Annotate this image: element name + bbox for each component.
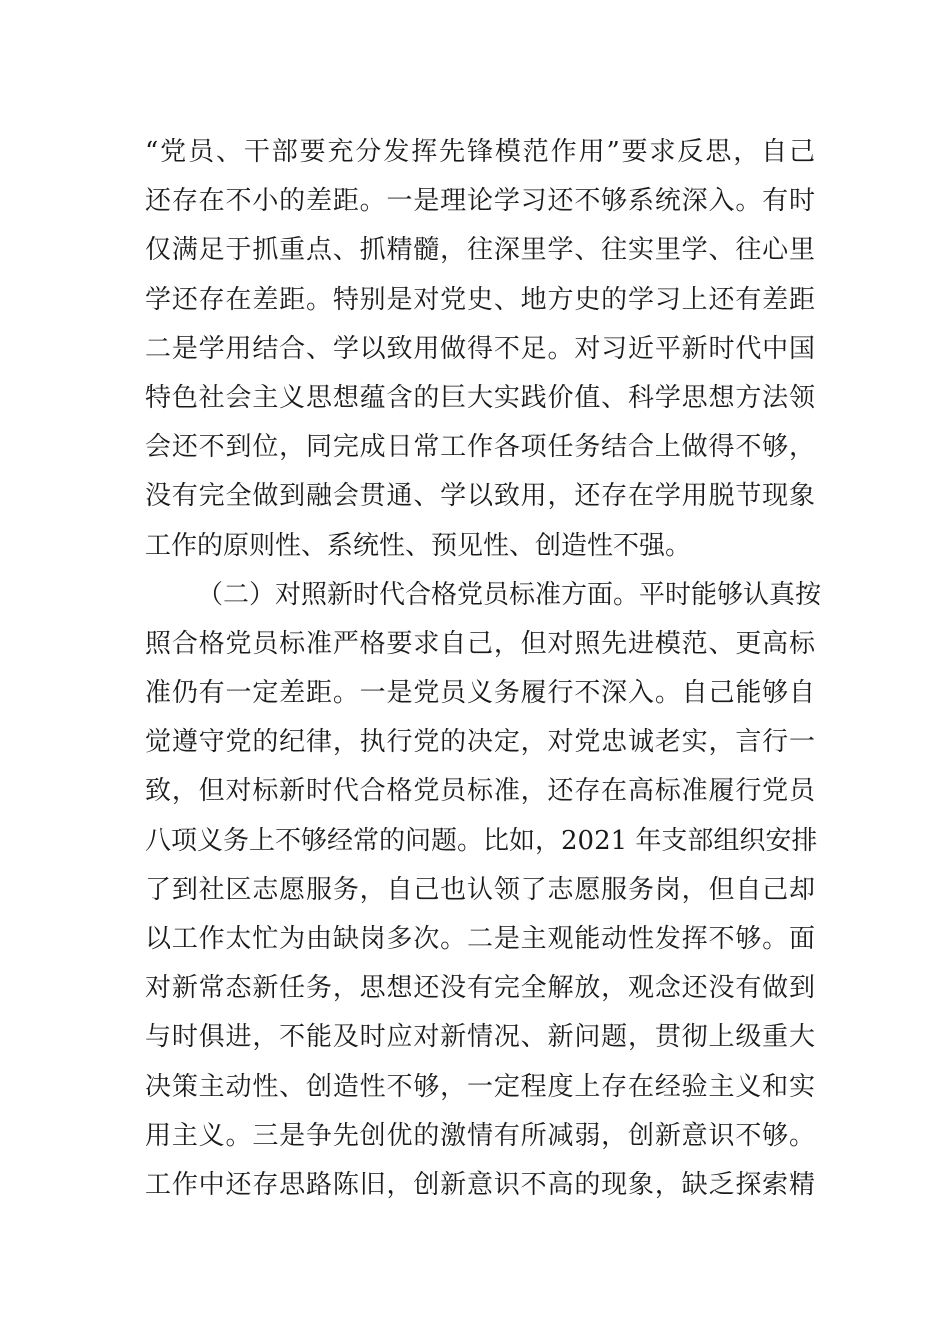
text-line: 决策主动性、创造性不够，一定程度上存在经验主义和实 — [145, 1071, 815, 1102]
section-heading-line: （二）对照新时代合格党员标准方面。平时能够认真按 — [197, 579, 822, 610]
text-line: 八项义务上不够经常的问题。比如，2021 年支部组织安排 — [145, 825, 818, 856]
text-line: 没有完全做到融会贯通、学以致用，还存在学用脱节现象 — [145, 481, 815, 512]
text-line: 二是学用结合、学以致用做得不足。对习近平新时代中国 — [145, 333, 815, 364]
text-line: 特色社会主义思想蕴含的巨大实践价值、科学思想方法领 — [145, 382, 815, 413]
text-line: 会还不到位，同完成日常工作各项任务结合上做得不够， — [145, 432, 815, 463]
text-line: 准仍有一定差距。一是党员义务履行不深入。自己能够自 — [145, 678, 815, 709]
text-line: 还存在不小的差距。一是理论学习还不够系统深入。有时 — [145, 186, 815, 217]
text-line: 工作中还存思路陈旧，创新意识不高的现象，缺乏探索精 — [145, 1169, 815, 1200]
text-line: 与时俱进，不能及时应对新情况、新问题，贯彻上级重大 — [145, 1022, 815, 1053]
text-line: “党员、干部要充分发挥先锋模范作用”要求反思，自己 — [145, 137, 815, 167]
text-line: 了到社区志愿服务，自己也认领了志愿服务岗，但自己却 — [145, 874, 815, 905]
text-line: 致，但对标新时代合格党员标准，还存在高标准履行党员 — [145, 776, 815, 807]
text-line: 工作的原则性、系统性、预见性、创造性不强。 — [145, 530, 692, 561]
text-line: 学还存在差距。特别是对党史、地方史的学习上还有差距 — [145, 284, 815, 315]
text-line: 照合格党员标准严格要求自己，但对照先进模范、更高标 — [145, 628, 815, 659]
text-line: 以工作太忙为由缺岗多次。二是主观能动性发挥不够。面 — [145, 924, 815, 954]
text-line: 觉遵守党的纪律，执行党的决定，对党忠诚老实，言行一 — [145, 727, 815, 758]
text-line: 用主义。三是争先创优的激情有所减弱，创新意识不够。 — [145, 1120, 815, 1151]
text-line: 对新常态新任务，思想还没有完全解放，观念还没有做到 — [145, 973, 815, 1004]
text-line: 仅满足于抓重点、抓精髓，往深里学、往实里学、往心里 — [145, 235, 815, 266]
body-text — [145, 128, 822, 1210]
